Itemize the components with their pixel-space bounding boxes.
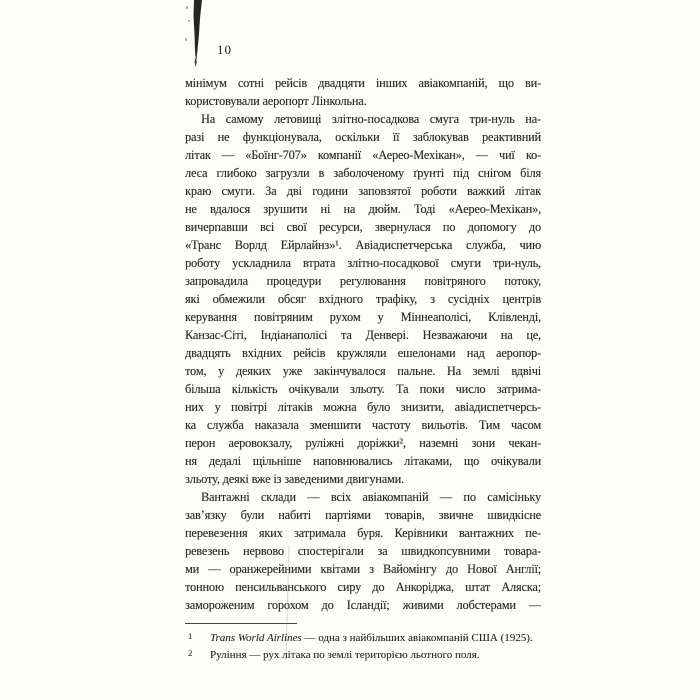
- footnote-marker: 1: [188, 631, 193, 641]
- footnote-text: Руління — рух літака по землі територією льотного поля.: [210, 649, 480, 661]
- text-line: тонною пенсильванського сиру до Анкоріджа, штат Аляска;: [185, 580, 541, 594]
- text-line: зльоту, деякі вже із заведеними двигунами.: [185, 472, 405, 486]
- text-line: зав’язку були набиті партіями товарів, звичне швидкісне: [185, 508, 541, 522]
- text-line: том, у деяких уже закінчувалося пальне. На землі вдвічі: [185, 364, 541, 378]
- text-line: керування повітряним рухом у Міннеаполісі, Клівленді,: [185, 310, 541, 324]
- text-line: краю смуги. За дві години заповзятої роботи важкий літак: [185, 184, 541, 198]
- scan-speckle: [188, 20, 190, 22]
- text-line: більша кількість очікували зльоту. Та поки число затрима-: [185, 382, 541, 396]
- text-line: ка служба наказала зменшити частоту вильотів. Тим часом: [185, 418, 541, 432]
- footnote-text: Trans World Airlines — одна з найбільших авіакомпаній США (1925).: [210, 632, 533, 644]
- text-line: Вантажні склади — всіх авіакомпаній — по самісіньку: [201, 490, 541, 504]
- text-line: разі не функціонувала, оскільки її заблокував реактивний: [185, 130, 541, 144]
- text-line: перон аеровокзалу, руліжні доріжки², наземні зони чекан-: [185, 436, 541, 450]
- footnote-italic-term: Trans World Airlines: [210, 632, 302, 644]
- footnote-separator: [185, 623, 297, 624]
- text-line: користовували аеропорт Лінкольна.: [185, 94, 367, 108]
- footnote: [185, 647, 547, 664]
- page-number: 10: [217, 42, 232, 57]
- text-line: запровадила процедури регулювання повітряного потоку,: [185, 274, 541, 288]
- scan-speckle: [185, 38, 187, 41]
- scan-speckle: [186, 6, 188, 9]
- ink-smudge-icon: [190, 0, 206, 68]
- text-line: них у повітрі літаків можна було знизити, авіадиспетчерсь-: [185, 400, 541, 414]
- text-line: мінімум сотні рейсів двадцяти інших авіакомпаній, що ви-: [185, 76, 541, 90]
- footnote: [185, 630, 547, 647]
- text-line: ми — оранжерейними квітами з Вайомінгу до Нової Англії;: [185, 562, 541, 576]
- text-line: двадцять вхідних рейсів кружляли ешелонами над аеропор-: [185, 346, 541, 360]
- text-line: перевезення яких затримала буря. Керівники вантажних пе-: [185, 526, 541, 540]
- text-line: вичерпавши всі свої ресурси, звернулася по допомогу до: [185, 220, 541, 234]
- text-line: замороженим горохом до Ісландії; живими лобстерами —: [185, 598, 541, 612]
- body-text-block: [185, 74, 541, 614]
- footnote-marker: 2: [188, 648, 193, 658]
- text-line: літак — «Боїнг-707» компанії «Аерео-Мехікан», — чиї ко-: [185, 148, 541, 162]
- text-line: не вдалося зрушити ні на дюйм. Тоді «Аерео-Мехікан»,: [185, 202, 541, 216]
- text-line: які обмежили обсяг вхідного трафіку, з сусідніх центрів: [185, 292, 541, 306]
- text-line: Канзас-Сіті, Індіанаполісі та Денвері. Незважаючи на це,: [185, 328, 541, 342]
- text-line: ревезень нервово спостерігали за швидкопсувними товара-: [185, 544, 541, 558]
- text-line: «Транс Ворлд Ейрлайнз»¹. Авіадиспетчерська служба, чию: [185, 238, 541, 252]
- text-line: ня дедалі щільніше наповнювались літаками, що очікували: [185, 454, 541, 468]
- footnotes-block: [185, 630, 547, 664]
- text-line: роботу ускладнила втрата злітно-посадкової смуги три-нуль,: [185, 256, 541, 270]
- text-line: На самому летовищі злітно-посадкова смуга три-нуль на-: [201, 112, 541, 126]
- text-line: леса глибоко загрузли в заболоченому ґрунті під снігом біля: [185, 166, 541, 180]
